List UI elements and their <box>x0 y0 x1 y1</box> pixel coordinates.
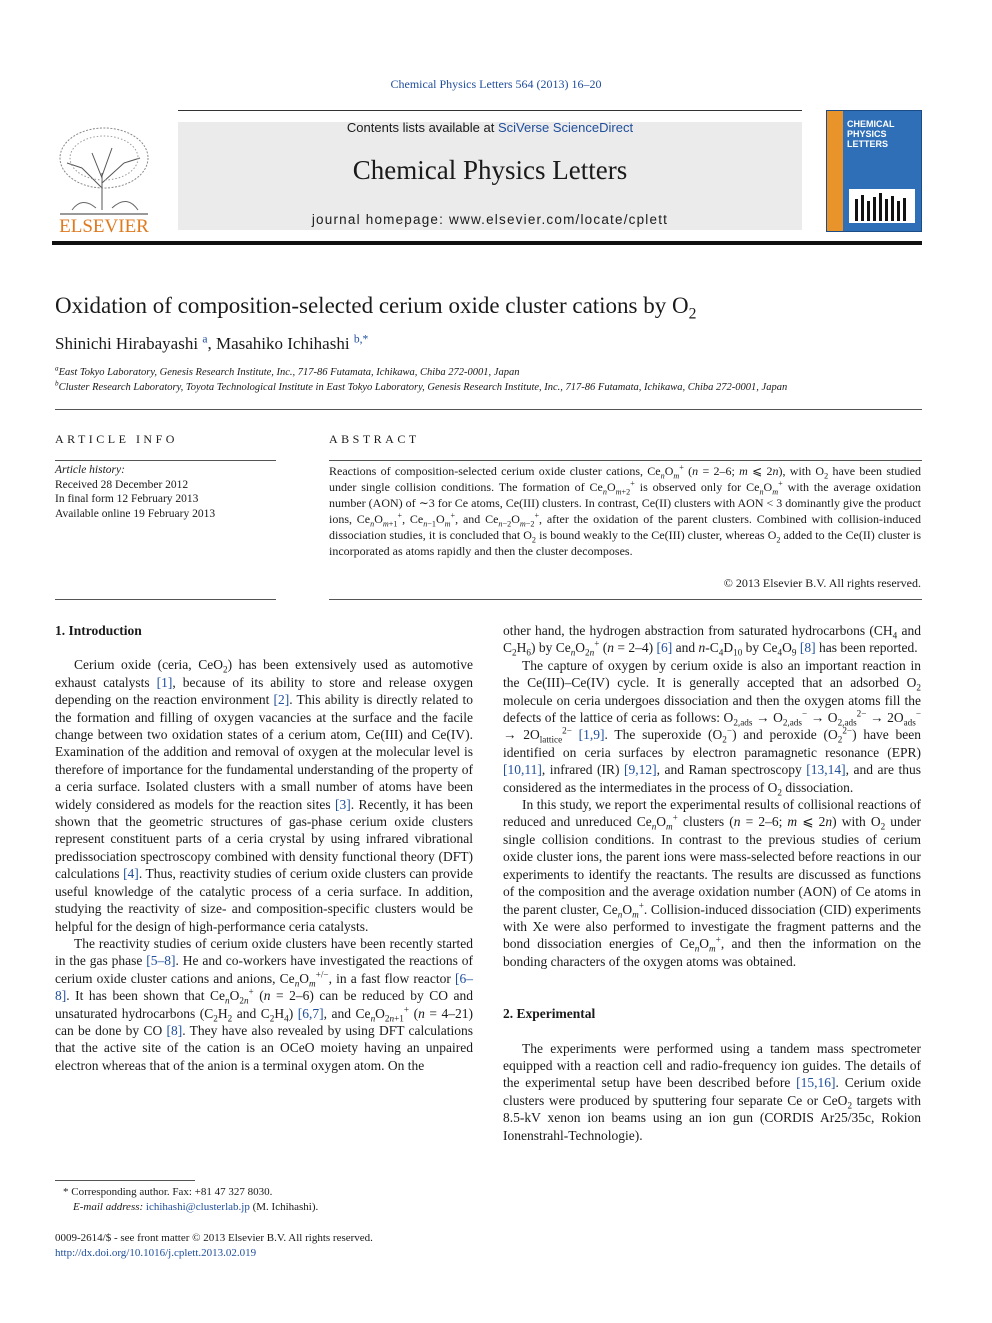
affiliation-mark[interactable]: b,* <box>353 332 369 346</box>
email-link[interactable]: ichihashi@clusterlab.jp <box>145 1200 250 1213</box>
elsevier-logo <box>52 118 156 238</box>
affiliation-text: East Tokyo Laboratory, Genesis Research Institute, Inc., 717-86 Futamata, Ichikawa, Chiba 272-0001, Japan <box>58 367 520 378</box>
abstract-rule <box>329 460 922 461</box>
article-history <box>55 463 215 521</box>
homepage-prefix: journal homepage: <box>311 212 450 227</box>
article-title <box>55 293 697 323</box>
history-received: Received 28 December 2012 <box>55 478 189 491</box>
journal-cover-image <box>826 110 922 232</box>
article-info-heading: ARTICLE INFO <box>55 432 178 446</box>
affiliation-label: a <box>55 364 59 373</box>
abstract-rule <box>329 599 922 600</box>
history-label: Article history: <box>55 464 125 476</box>
affiliation-rule <box>55 409 922 410</box>
affiliation-text: Cluster Research Laboratory, Toyota Technological Institute in East Tokyo Laboratory, Genesis Research Institute, Inc., 717-86 Futamata, Ichikawa, Chiba 272-0001, Japan <box>58 382 788 393</box>
cover-title <box>847 119 921 149</box>
svg-text:ELSEVIER: ELSEVIER <box>59 216 149 237</box>
body-paragraph: The reactivity studies of cerium oxide clusters have been recently started in the gas phase [5–8]. He and co-workers have investigated the reactions of cerium oxide cluster cations and anions, $Ce_nO_m^{+/-}$, in a fast flow reactor [6–8]. It has been shown that $Ce_nO_{2n}^+$ (n = 2–6) can be reduced by CO and unsaturated hydrocarbons ($C_2H_2$ and $C_2H_4$) [6,7], and $Ce_nO_{2n+1}^+$ (n = 4–21) can be done by CO [8]. They have also revealed by using DFT calculations that the active site of the cation is an OCeO moiety having an unpaired electron whereas that of the anion is a terminal oxygen atom. On the <box>55 935 474 1073</box>
front-matter <box>55 1231 373 1260</box>
body-column-left <box>55 622 473 1074</box>
sciencedirect-link[interactable]: SciVerse ScienceDirect <box>497 120 634 135</box>
issn-line: 0009-2614/$ - see front matter © 2013 Elsevier B.V. All rights reserved. <box>55 1232 373 1244</box>
history-online: Available online 19 February 2013 <box>55 507 216 520</box>
article-title-subscript: 2 <box>688 305 697 323</box>
header-thick-rule <box>52 241 922 245</box>
journal-reference[interactable]: Chemical Physics Letters 564 (2013) 16–20 <box>390 77 602 91</box>
author-name: Masahiko Ichihashi <box>215 334 350 353</box>
affiliation-b <box>55 379 788 393</box>
abstract-copyright: © 2013 Elsevier B.V. All rights reserved. <box>723 576 921 590</box>
cover-sidebar <box>827 111 843 231</box>
email-suffix: (M. Ichihashi). <box>249 1200 319 1213</box>
section-heading: 2. Experimental <box>503 1006 596 1022</box>
cover-spectrum-icon <box>849 189 915 223</box>
journal-name: Chemical Physics Letters <box>352 155 628 185</box>
section-heading: 1. Introduction <box>55 623 142 638</box>
body-paragraph: The experiments were performed using a tandem mass spectrometer equipped with a reaction cell and radio-frequency ion guides. The details of the experimental setup have been described before [15,16]. Cerium oxide clusters were produced by sputtering four separate Ce or CeO$_2$ targets with 8.5-kV xenon ion beams using an ion gun (CORDIS Ar25/35c, Rokion Ionenstrahl-Technologie). <box>503 1040 922 1143</box>
author-separator: , <box>207 334 216 353</box>
body-column-right <box>503 622 921 1144</box>
abstract-text: Reactions of composition-selected cerium oxide cluster cations, $Ce_nO_m^+$ (n = 2–6; m ⩽ 2n), with $O_2$ have been studied under single collision conditions. The formation of $Ce_nO_{m+2}^+$ is observed only for $Ce_nO_m^+$ with the average oxidation number (AON) of ∼3 for Ce atoms, Ce(III) clusters. In contrast, Ce(II) clusters with AON < 3 dominantly give the product ions, $Ce_nO_{m+1}^+$, $Ce_{n-1}O_m^+$, and $Ce_{n-2}O_{m-2}^+$, after the oxidation of the parent clusters. Combined with collision-induced dissociation studies, it is concluded that $O_2$ is bound weakly to the Ce(III) cluster, whereas $O_2$ added to the Ce(II) cluster is incorporated as atoms rapidly and then the cluster decomposes. <box>329 463 922 558</box>
corresponding-author-note: * Corresponding author. Fax: +81 47 327 8030. <box>63 1186 273 1198</box>
article-info-rule <box>55 599 276 600</box>
cover-graphic <box>849 189 915 223</box>
author-list <box>55 334 368 354</box>
body-paragraph: The capture of oxygen by cerium oxide is also an important reaction in the Ce(III)–Ce(IV) cycle. It is generally accepted that an adsorbed $O_2$ molecule on ceria undergoes dissociation and then the oxygen atoms fill the defects of the lattice of ceria as follows: $O_{2,ads} \to O_{2,ads}^- \to O_{2,ads}^{2-} \to 2O_{ads}^- \to 2O_{lattice}^{2-}$ [1,9]. The superoxide $(O_2^-)$ and peroxide $(O_2^{2-})$ have been identified on ceria surfaces by electron paramagnetic resonance (EPR) [10,11], infrared (IR) [9,12], and Raman spectroscopy [13,14], and are thus considered as the intermediates in the process of $O_2$ dissociation. <box>503 657 922 798</box>
article-info-rule <box>55 460 276 461</box>
history-final-form: In final form 12 February 2013 <box>55 493 199 505</box>
footnotes <box>55 1185 318 1214</box>
body-paragraph: Cerium oxide (ceria, CeO$_2$) has been extensively used as automotive exhaust catalysts [1], because of its ability to store and release oxygen depending on the reaction environment [2]. This ability is directly related to the formation and filling of oxygen vacancies at the surface and the facile change between two oxidation states of a cerium atom, Ce(III) and Ce(IV). Examination of the addition and removal of oxygen at the molecular level is therefore of importance for the fundamental understanding of the property of a ceria surface. Isolated clusters with a small number of atoms have been widely considered as models for the reaction sites [3]. Recently, it has been shown that the geometric structures of gas-phase cerium oxide clusters represent constituent parts of a ceria crystal by using infrared vibrational predissociation spectroscopy combined with density functional theory (DFT) calculations [4]. Thus, reactivity studies of cerium oxide clusters can provide useful knowledge of the catalytic process of a ceria surface. In addition, studying the reactivity of size- and composition-specific clusters would be helpful for the design of high-performance ceria catalysts. <box>55 657 474 934</box>
abstract-heading: ABSTRACT <box>329 432 420 446</box>
header-rule <box>178 110 802 111</box>
affiliation-label: b <box>55 379 59 388</box>
article-title-text: Oxidation of composition-selected cerium oxide cluster cations by O <box>55 293 689 318</box>
contents-prefix: Contents lists available at <box>346 120 498 135</box>
contents-line <box>178 120 802 135</box>
cover-title-line: LETTERS <box>847 139 889 149</box>
journal-homepage <box>178 212 802 227</box>
affiliation-a <box>55 364 520 378</box>
email-note <box>55 1200 318 1215</box>
author-name: Shinichi Hirabayashi <box>55 334 199 353</box>
body-paragraph: In this study, we report the experimental results of collisional reactions of reduced and unreduced $Ce_nO_m^+$ clusters (n = 2–6; m ⩽ 2n) with $O_2$ under single collision conditions. In contrast to the previous studies of cerium oxide cluster ions, the parent ions were mass-selected before reactions in our experiments to identify the reactants. The results are discussed as functions of the composition and the average oxidation number (AON) of Ce atoms in the parent cluster, $Ce_nO_m^+$. Collision-induced dissociation (CID) experiments with Xe were also performed to investigate the fragment patterns and the bond dissociation energies of $Ce_nO_m^+$, and then the information on the bonding characters of the oxygen atoms was obtained. <box>503 797 922 969</box>
footnote-rule <box>55 1180 195 1181</box>
cover-title-line: CHEMICAL <box>847 119 895 129</box>
email-label: E-mail address: <box>73 1200 146 1213</box>
doi-link[interactable]: http://dx.doi.org/10.1016/j.cplett.2013.02.019 <box>55 1246 257 1259</box>
cover-title-line: PHYSICS <box>847 129 887 139</box>
affiliation-mark[interactable]: a <box>202 332 208 346</box>
body-paragraph: other hand, the hydrogen abstraction from saturated hydrocarbons ($CH_4$ and $C_2H_6$) by $Ce_nO_{2n}^+$ (n = 2–4) [6] and $n-C_4D_{10}$ by $Ce_4O_9$ [8] has been reported. <box>503 623 921 659</box>
elsevier-tree-icon <box>52 118 156 238</box>
homepage-link[interactable]: www.elsevier.com/locate/cplett <box>449 212 669 227</box>
